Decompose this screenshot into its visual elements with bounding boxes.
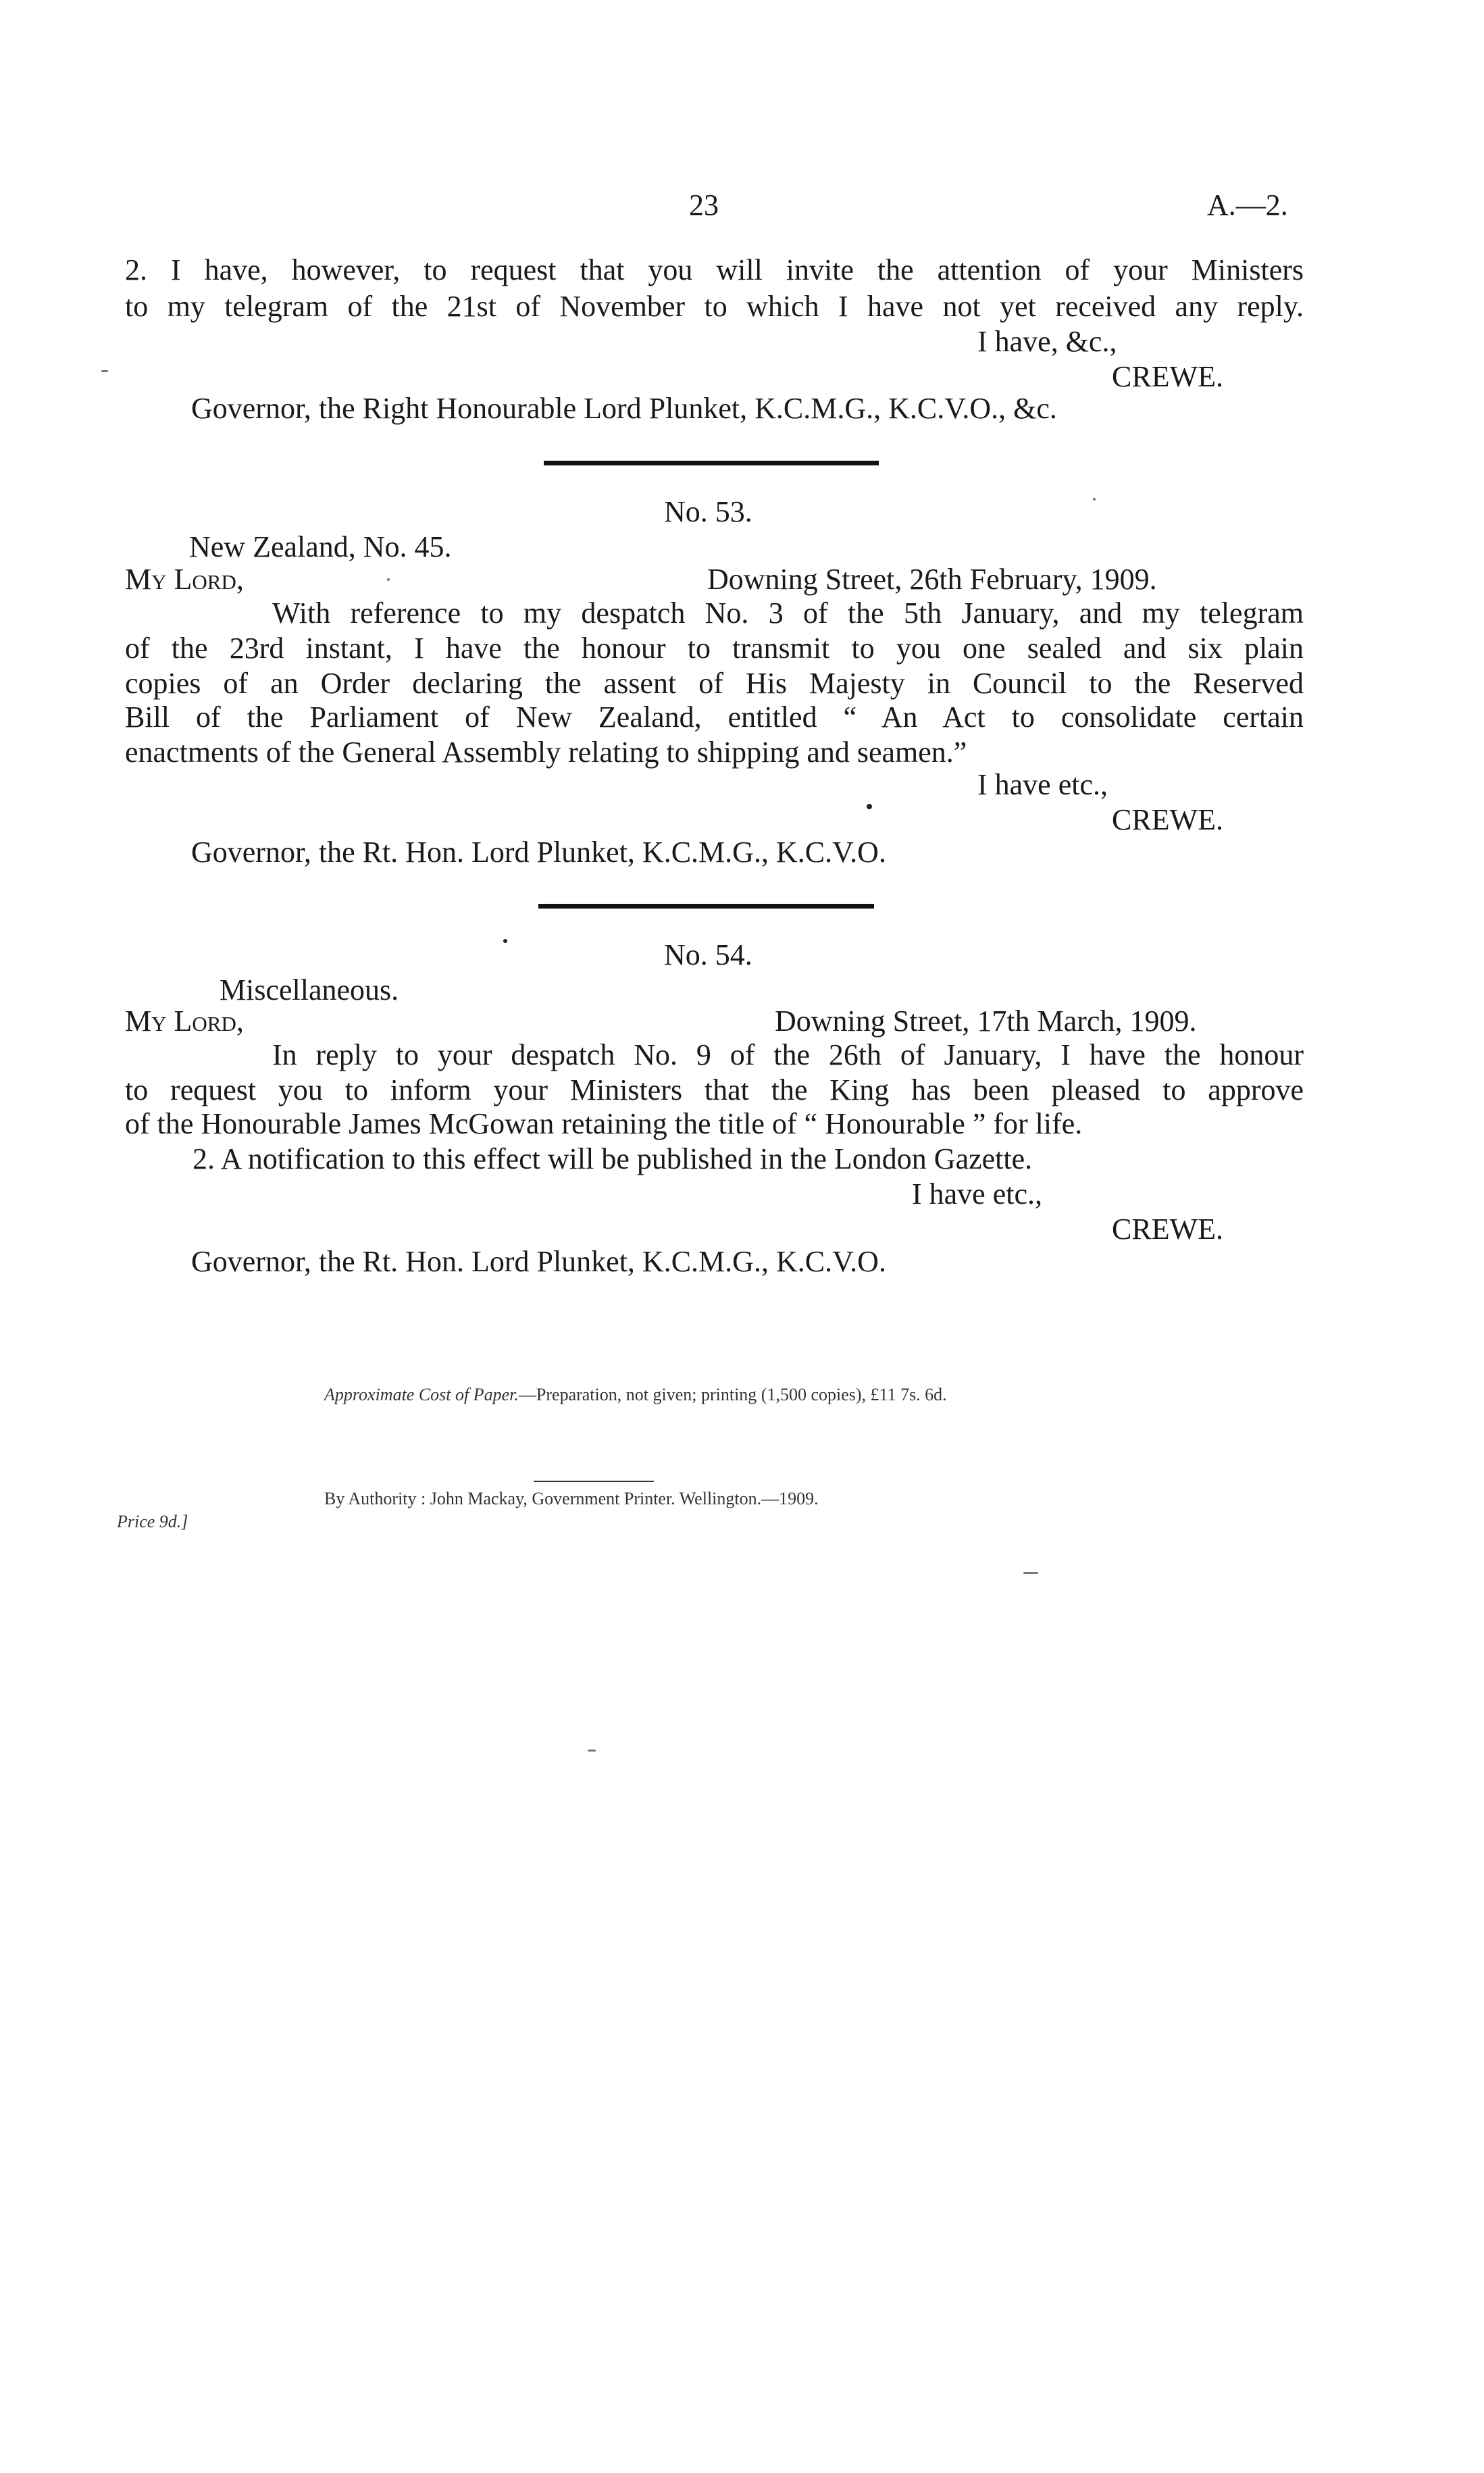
prev-para-line-1: 2. I have, however, to request that you will invite the attention of your Ministers [125, 253, 1304, 286]
letter-53-salutation: My Lord, [125, 563, 244, 596]
scan-speck [101, 370, 108, 372]
cost-note [324, 1386, 947, 1404]
letter-54-series: Miscellaneous. [220, 973, 399, 1006]
letter-54-number: No. 54. [664, 938, 752, 971]
scan-speck [503, 939, 507, 943]
prev-signature: CREWE. [1112, 360, 1223, 393]
letter-54-salutation: My Lord, [125, 1004, 244, 1038]
letter-53-body-line: With reference to my despatch No. 3 of the 5th January, and my telegram [272, 596, 1304, 630]
letter-54-addressee: Governor, the Rt. Hon. Lord Plunket, K.C.M.G., K.C.V.O. [191, 1245, 886, 1278]
letter-53-addressee: Governor, the Rt. Hon. Lord Plunket, K.C.M.G., K.C.V.O. [191, 836, 886, 869]
scan-speck [588, 1750, 596, 1752]
prev-para-line-2: to my telegram of the 21st of November to which I have not yet received any reply. [125, 290, 1304, 323]
price: Price 9d.] [117, 1512, 188, 1531]
scan-speck [387, 578, 390, 581]
letter-53-body-line: enactments of the General Assembly relating to shipping and seamen.” [125, 736, 967, 769]
letter-54-signature: CREWE. [1112, 1213, 1223, 1246]
letter-53-body-line: Bill of the Parliament of New Zealand, entitled “ An Act to consolidate certain [125, 700, 1304, 734]
letter-54-para-2: 2. A notification to this effect will be published in the London Gazette. [193, 1142, 1033, 1175]
letter-53-body-line: of the 23rd instant, I have the honour to transmit to you one sealed and six plain [125, 632, 1304, 665]
prev-addressee: Governor, the Right Honourable Lord Plunket, K.C.M.G., K.C.V.O., &c. [191, 392, 1057, 425]
letter-53-number: No. 53. [664, 495, 752, 528]
section-divider [538, 904, 874, 909]
page-number: 23 [689, 188, 719, 222]
letter-53-series: New Zealand, No. 45. [189, 530, 452, 563]
letter-54-body-line: In reply to your despatch No. 9 of the 26th of January, I have the honour [272, 1038, 1304, 1071]
printer-rule [534, 1481, 654, 1482]
letter-54-body-line: of the Honourable James McGowan retaining the title of “ Honourable ” for life. [125, 1107, 1083, 1140]
letter-53-place-date: Downing Street, 26th February, 1909. [707, 563, 1157, 596]
cost-label: Approximate Cost of Paper. [324, 1385, 519, 1404]
letter-53-closing: I have etc., [977, 768, 1108, 801]
scan-speck [867, 804, 872, 809]
prev-closing: I have, &c., [977, 325, 1117, 358]
document-reference: A.—2. [1207, 188, 1288, 222]
letter-54-place-date: Downing Street, 17th March, 1909. [775, 1004, 1197, 1038]
scan-speck [1093, 498, 1096, 501]
letter-54-body-line: to request you to inform your Ministers that the King has been pleased to approve [125, 1073, 1304, 1106]
scan-speck [1023, 1572, 1038, 1574]
letter-54-closing: I have etc., [912, 1177, 1042, 1210]
cost-text: —Preparation, not given; printing (1,500 copies), £11 7s. 6d. [518, 1385, 947, 1404]
letter-53-body-line: copies of an Order declaring the assent of His Majesty in Council to the Reserved [125, 667, 1304, 700]
authority-line: By Authority : John Mackay, Government Printer. Wellington.—1909. [324, 1489, 819, 1508]
letter-53-signature: CREWE. [1112, 803, 1223, 836]
section-divider [544, 461, 879, 465]
